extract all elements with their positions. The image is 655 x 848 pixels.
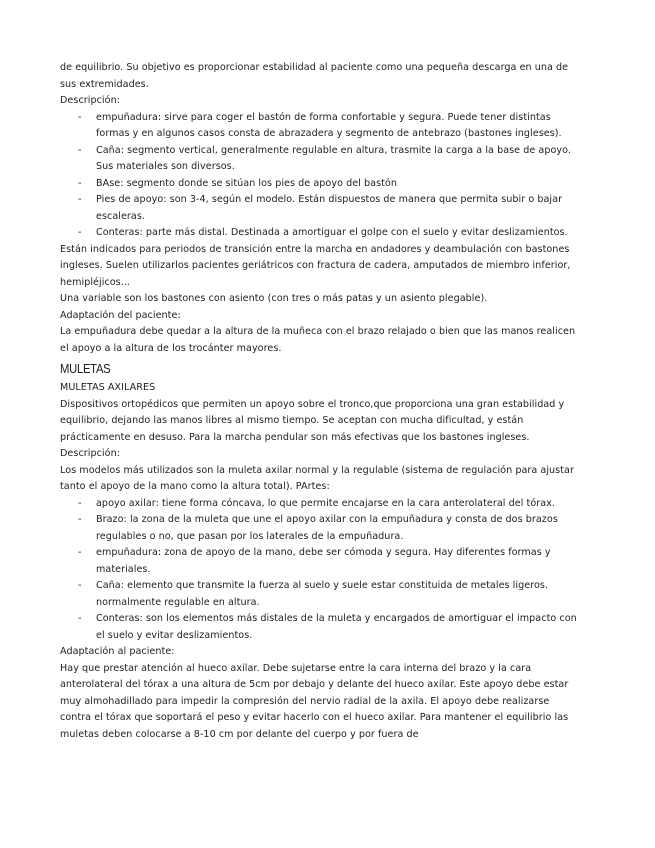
adaptation-paragraph: La empuñadura debe quedar a la altura de la muñeca con el brazo relajado o bien que las manos realicen el apoyo a la altura de los trocánter mayores.: [60, 326, 576, 354]
dash-bullet: -: [78, 177, 82, 189]
cane-parts-list: [60, 110, 582, 242]
dash-bullet: -: [78, 111, 82, 123]
indications-paragraph: Están indicados para periodos de transición entre la marcha en andadores y deambulación con bastones ingleses. Suelen utilizarlos pacientes geriátricos con fractura de cadera, amputados de miembro inferior, hemipléjicos...: [60, 243, 571, 288]
description-label: Descripción:: [60, 95, 120, 106]
intro-paragraph: de equilibrio. Su objetivo es proporcionar estabilidad al paciente como una pequeña descarga en una de sus extremidades.: [60, 62, 569, 90]
list-item: - BAse: segmento donde se sitúan los pies de apoyo del bastón: [96, 176, 582, 193]
adaptation-label: Adaptación al paciente:: [60, 646, 175, 657]
variant-paragraph: Una variable son los bastones con asiento (con tres o más patas y un asiento plegable).: [60, 293, 488, 304]
crutches-paragraph: Dispositivos ortopédicos que permiten un apoyo sobre el tronco,que proporciona una gran estabilidad y equilibrio, dejando las manos libres al mismo tiempo. Se aceptan con mucha dificultad, y están prácticamente en desuso. Para la marcha pendular son más efectivas que los bastones ingleses.: [60, 398, 565, 443]
list-item: - empuñadura: sirve para coger el bastón de forma confortable y segura. Puede tener distintas formas y en algunos casos consta de abrazadera y segmento de antebrazo (bastones ingleses).: [78, 111, 562, 139]
dash-bullet: -: [78, 194, 82, 205]
subsection-heading: MULETAS AXILARES: [60, 382, 156, 393]
crutch-parts-list: [60, 496, 582, 645]
section-heading: MULETAS: [60, 362, 111, 376]
adaptation-label: Adaptación del paciente:: [60, 309, 181, 321]
dash-bullet: -: [78, 497, 82, 509]
list-item: - apoyo axilar: tiene forma cóncava, lo que permite encajarse en la cara anterolateral del tórax.: [96, 496, 582, 513]
list-item: - Conteras: son los elementos más distales de la muleta y encargados de amortiguar el impacto con el suelo y evitar deslizamientos.: [78, 613, 577, 641]
dash-bullet: -: [78, 144, 82, 156]
list-item: - Caña: segmento vertical, generalmente regulable en altura, trasmite la carga a la base de apoyo. Sus materiales son diversos.: [78, 144, 571, 172]
list-item: - empuñadura: zona de apoyo de la mano, debe ser cómoda y segura. Hay diferentes formas y materiales.: [78, 547, 551, 575]
list-item: - Conteras: parte más distal. Destinada a amortiguar el golpe con el suelo y evitar deslizamientos.: [96, 225, 582, 242]
adaptation-paragraph: Hay que prestar atención al hueco axilar. Debe sujetarse entre la cara interna del brazo y la cara anterolateral del tórax a una altura de 5cm por debajo y delante del hueco axilar. Este apoyo debe estar muy almohadillado para impedir la compresión del nervio radial de la axila. El apoyo debe realizarse contra el tórax que soportará el peso y evitar hacerlo con el hueco axilar. Para mantener el equilibrio las muletas deben colocarse a 8-10 cm por delante del cuerpo y por fuera de: [60, 662, 569, 740]
list-item: - Caña: elemento que transmite la fuerza al suelo y suele estar constituida de metales ligeros. normalmente regulable en altura.: [78, 580, 549, 608]
list-item: - Pies de apoyo: son 3-4, según el modelo. Están dispuestos de manera que permita subir o bajar escaleras.: [78, 194, 563, 222]
dash-bullet: -: [78, 547, 82, 558]
dash-bullet: -: [78, 514, 82, 525]
dash-bullet: -: [78, 580, 82, 591]
dash-bullet: -: [78, 227, 82, 238]
description-label: Descripción:: [60, 448, 120, 459]
dash-bullet: -: [78, 613, 82, 624]
document-page: [60, 60, 582, 743]
list-item: - Brazo: la zona de la muleta que une el apoyo axilar con la empuñadura y consta de dos brazos regulables o no, que pasan por los laterales de la empuñadura.: [78, 514, 558, 542]
models-paragraph: Los modelos más utilizados son la muleta axilar normal y la regulable (sistema de regulación para ajustar tanto el apoyo de la mano como la altura total). PArtes:: [60, 464, 574, 492]
